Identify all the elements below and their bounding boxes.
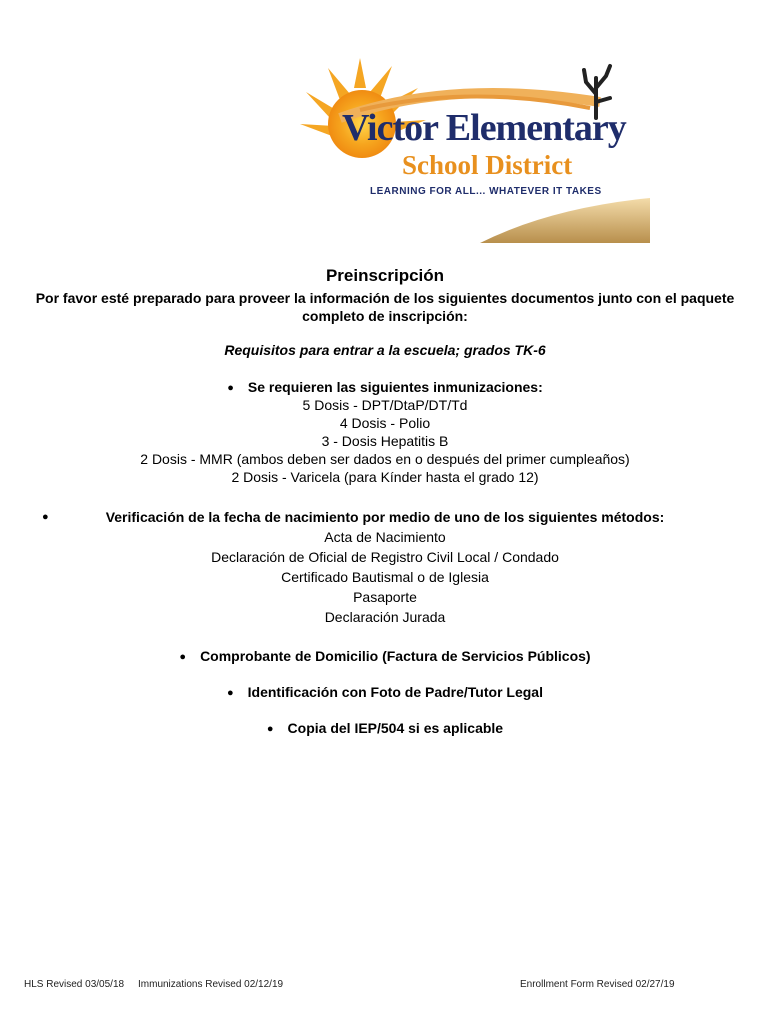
immunization-item: 3 - Dosis Hepatitis B	[321, 433, 449, 449]
immunization-item: 5 Dosis - DPT/DtaP/DT/Td	[302, 397, 468, 413]
birth-verification-heading: Verificación de la fecha de nacimiento por medio de uno de los siguientes métodos:	[105, 509, 665, 525]
birth-verification-item: Acta de Nacimiento	[324, 529, 446, 545]
bullet-icon: ●	[179, 651, 187, 663]
parent-id-row	[0, 683, 770, 702]
bullet-icon: ●	[266, 723, 274, 735]
footer-enrollment-revised: Enrollment Form Revised 02/27/19	[520, 979, 675, 990]
district-logo	[300, 58, 650, 243]
immunization-item: 2 Dosis - MMR (ambos deben ser dados en o después del primer cumpleaños)	[140, 451, 630, 467]
iep-copy-row	[0, 719, 770, 738]
proof-of-address-row	[0, 647, 770, 666]
logo-subtitle: School District	[402, 150, 573, 180]
intro-text: Por favor esté preparado para proveer la información de los siguientes documentos junto con el paquete completo de inscripción:	[35, 290, 735, 324]
birth-verification-item: Certificado Bautismal o de Iglesia	[281, 569, 489, 585]
page-title: Preinscripción	[325, 266, 445, 285]
proof-of-address: Comprobante de Domicilio (Factura de Servicios Públicos)	[200, 648, 591, 664]
immunization-item: 4 Dosis - Polio	[339, 415, 431, 431]
parent-id: Identificación con Foto de Padre/Tutor Legal	[247, 684, 543, 700]
birth-verification-item: Declaración de Oficial de Registro Civil Local / Condado	[211, 549, 559, 565]
immunizations-heading-row	[0, 378, 770, 397]
birth-verification-item: Pasaporte	[353, 589, 417, 605]
footer-immunizations-revised: Immunizations Revised 02/12/19	[138, 979, 284, 990]
immunizations-heading: Se requieren las siguientes inmunizaciones:	[247, 379, 543, 395]
immunization-item: 2 Dosis - Varicela (para Kínder hasta el grado 12)	[231, 469, 539, 485]
bullet-icon: ●	[42, 511, 49, 523]
bullet-icon: ●	[227, 382, 234, 394]
requirements-title: Requisitos para entrar a la escuela; grados TK-6	[224, 342, 546, 358]
logo-title: Victor Elementary	[342, 107, 626, 149]
birth-verification-item: Declaración Jurada	[324, 609, 446, 625]
bullet-icon: ●	[227, 687, 234, 699]
logo-tagline: LEARNING FOR ALL... WHATEVER IT TAKES	[370, 186, 602, 197]
iep-copy: Copia del IEP/504 si es aplicable	[287, 720, 504, 736]
footer-hls-revised: HLS Revised 03/05/18	[24, 979, 125, 990]
